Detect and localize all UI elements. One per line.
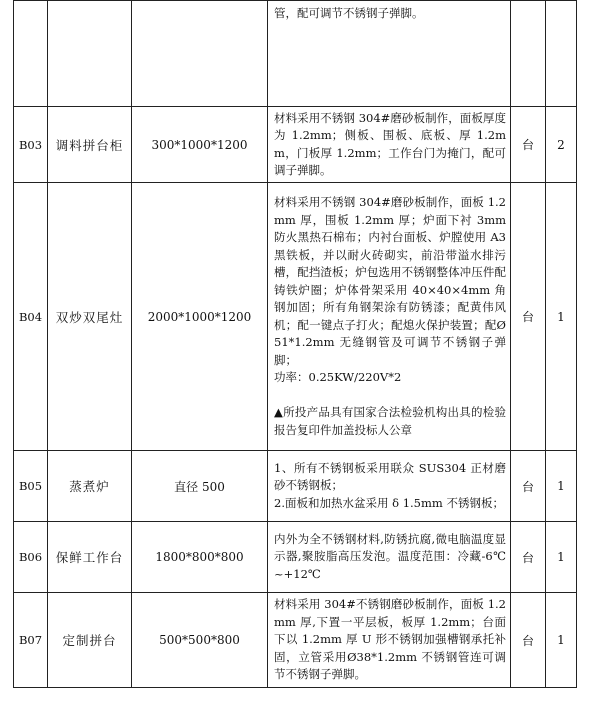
item-unit: [511, 1, 546, 107]
item-code: B05: [14, 451, 48, 522]
item-size: 直径 500: [132, 451, 268, 522]
item-description: 材料采用不锈钢 304#磨砂板制作，面板厚度为 1.2mm；侧板、围板、底板、厚 1.2mm，门板厚 1.2mm；工作台门为掩门，配可调子弹脚。: [268, 107, 511, 183]
item-unit: 台: [511, 451, 546, 522]
table-row: [14, 593, 577, 688]
item-quantity: 1: [546, 522, 577, 593]
item-name: 调料拼台柜: [48, 107, 132, 183]
item-size: 2000*1000*1200: [132, 183, 268, 451]
item-unit: 台: [511, 183, 546, 451]
item-quantity: 1: [546, 593, 577, 688]
item-name: [48, 1, 132, 107]
item-size: 500*500*800: [132, 593, 268, 688]
item-code: B07: [14, 593, 48, 688]
item-description: 材料采用 304#不锈钢磨砂板制作，面板 1.2mm 厚,下置一平层板，板厚 1.2mm；台面下以 1.2mm 厚 U 形不锈钢加强槽钢承托补固，立管采用Ø38*1.2mm 不锈钢管连可调节不锈钢子弹脚。: [268, 593, 511, 688]
item-quantity: 1: [546, 183, 577, 451]
item-unit: 台: [511, 593, 546, 688]
table-row: [14, 183, 577, 451]
equipment-spec-table: [13, 0, 577, 688]
item-quantity: [546, 1, 577, 107]
table-row: [14, 107, 577, 183]
table-row: [14, 451, 577, 522]
item-code: B04: [14, 183, 48, 451]
item-code: B06: [14, 522, 48, 593]
item-size: 1800*800*800: [132, 522, 268, 593]
item-code: [14, 1, 48, 107]
item-description: 管，配可调节不锈钢子弹脚。: [268, 1, 511, 107]
item-unit: 台: [511, 522, 546, 593]
item-code: B03: [14, 107, 48, 183]
item-quantity: 1: [546, 451, 577, 522]
table-row: [14, 522, 577, 593]
item-description: 内外为全不锈钢材料,防锈抗腐,微电脑温度显示器,聚胺脂高压发泡。温度范围：冷藏-6℃~+12℃: [268, 522, 511, 593]
item-size: [132, 1, 268, 107]
item-name: 定制拼台: [48, 593, 132, 688]
item-size: 300*1000*1200: [132, 107, 268, 183]
item-description: 材料采用不锈钢 304#磨砂板制作，面板 1.2mm 厚，围板 1.2mm 厚；炉面下衬 3mm 防火黑热石棉布；内衬台面板、炉膛使用 A3 黑铁板，并以耐火砖砌实，前沿带溢水排污槽，配挡渣板；炉包选用不锈钢整体冲压件配铸铁炉圈；炉体骨架采用 40×40×4mm 角钢加固；所有角钢架涂有防锈漆；配黄伟风机；配一键点子打火；配熄火保护装置；配Ø51*1.2mm 无缝钢管及可调节不锈钢子弹脚； 功率：0.25KW/220V*2 ▲所投产品具有国家合法检验机构出具的检验报告复印件加盖投标人公章: [268, 183, 511, 451]
table-row: [14, 1, 577, 107]
item-quantity: 2: [546, 107, 577, 183]
item-description: 1、所有不锈钢板采用联众 SUS304 正材磨砂不锈钢板； 2.面板和加热水盆采用 δ 1.5mm 不锈钢板；: [268, 451, 511, 522]
item-unit: 台: [511, 107, 546, 183]
item-name: 蒸煮炉: [48, 451, 132, 522]
item-name: 保鲜工作台: [48, 522, 132, 593]
item-name: 双炒双尾灶: [48, 183, 132, 451]
